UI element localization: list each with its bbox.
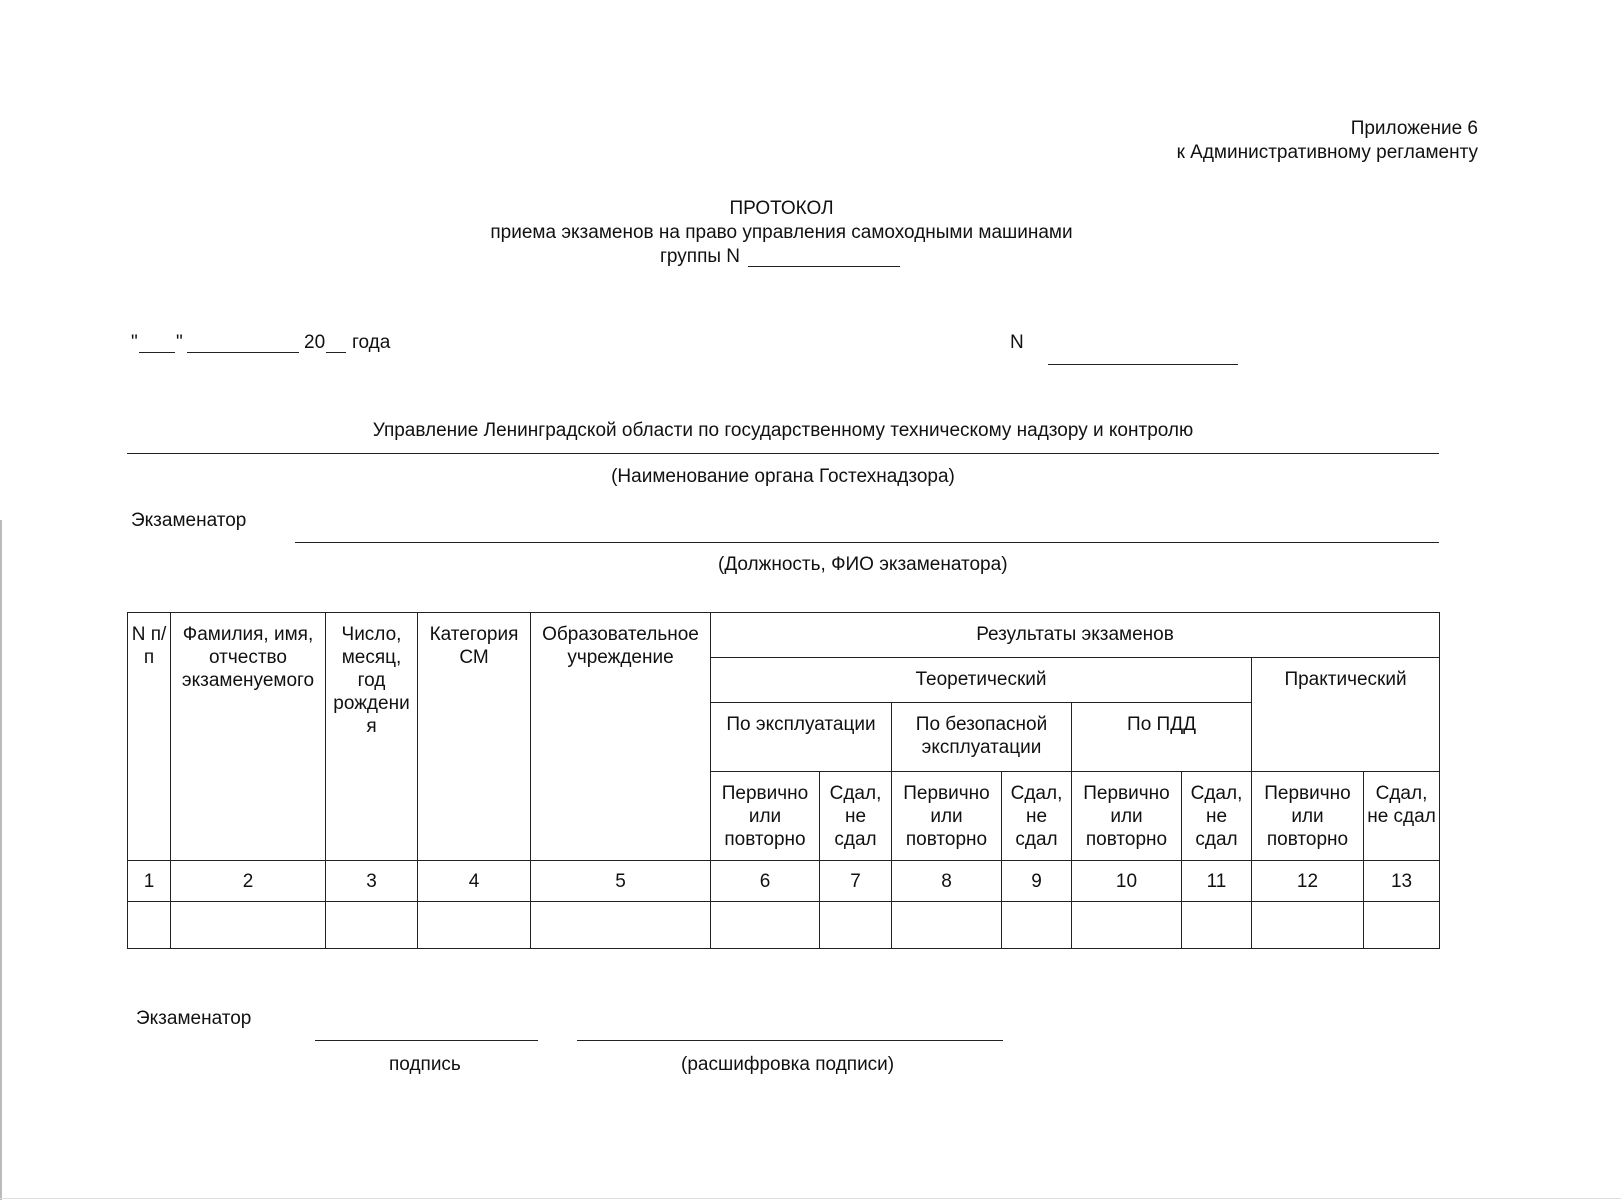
header-passed: Сдал, не сдал (1002, 772, 1072, 861)
protocol-number-line[interactable] (1048, 364, 1238, 365)
empty-cell[interactable] (531, 902, 711, 949)
header-passed: Сдал, не сдал (1182, 772, 1252, 861)
date-month-line[interactable] (187, 352, 299, 353)
header-results: Результаты экзаменов (711, 613, 1440, 658)
date-quote-open: " (131, 332, 138, 353)
column-number: 13 (1364, 861, 1440, 902)
empty-cell[interactable] (1002, 902, 1072, 949)
examiner-label: Экзаменатор (131, 510, 247, 531)
column-number: 5 (531, 861, 711, 902)
empty-cell[interactable] (1072, 902, 1182, 949)
scan-left-edge (0, 520, 2, 1200)
empty-cell[interactable] (892, 902, 1002, 949)
empty-cell[interactable] (171, 902, 326, 949)
header-np: N п/п (128, 613, 171, 861)
column-number: 6 (711, 861, 820, 902)
signature-decode-line[interactable] (577, 1040, 1003, 1041)
column-number: 8 (892, 861, 1002, 902)
signature-line[interactable] (315, 1040, 538, 1041)
header-passed: Сдал, не сдал (820, 772, 892, 861)
empty-cell[interactable] (711, 902, 820, 949)
table-row (128, 902, 1440, 949)
appendix-reference: к Административному регламенту (1176, 142, 1478, 163)
empty-cell[interactable] (128, 902, 171, 949)
header-practice: Практический (1252, 658, 1440, 772)
signature-decode-caption: (расшифровка подписи) (681, 1054, 895, 1075)
date-year-prefix: 20 (304, 332, 326, 353)
examiner-line[interactable] (295, 542, 1439, 543)
document-subtitle: приема экзаменов на право управления самоходными машинами (490, 222, 1073, 243)
column-number: 1 (128, 861, 171, 902)
date-day-line[interactable] (139, 352, 175, 353)
header-first-or-repeat: Первично или повторно (1072, 772, 1182, 861)
signature-examiner-label: Экзаменатор (136, 1008, 252, 1029)
column-number: 10 (1072, 861, 1182, 902)
header-birth-date: Число, месяц, год рождени я (326, 613, 418, 861)
header-passed: Сдал, не сдал (1364, 772, 1440, 861)
authority-line (127, 453, 1439, 454)
column-number: 11 (1182, 861, 1252, 902)
header-theory: Теоретический (711, 658, 1252, 703)
date-quote-close: " (176, 332, 183, 353)
appendix-number: Приложение 6 (1350, 118, 1478, 139)
empty-cell[interactable] (326, 902, 418, 949)
column-number: 9 (1002, 861, 1072, 902)
column-numbers-row (128, 861, 1440, 902)
column-number: 7 (820, 861, 892, 902)
date-year-suffix: года (352, 332, 391, 353)
column-number: 3 (326, 861, 418, 902)
header-theory-traffic-rules: По ПДД (1072, 703, 1252, 772)
empty-cell[interactable] (1364, 902, 1440, 949)
empty-cell[interactable] (820, 902, 892, 949)
signature-caption: подпись (389, 1054, 461, 1075)
authority-name: Управление Ленинградской области по государственному техническому надзору и контролю (372, 420, 1194, 441)
results-table (127, 612, 1440, 949)
protocol-number-label: N (1010, 332, 1024, 353)
column-number: 4 (418, 861, 531, 902)
group-number-line[interactable] (748, 266, 900, 267)
scan-bottom-edge (0, 1198, 1621, 1199)
column-number: 12 (1252, 861, 1364, 902)
header-category: Категория СМ (418, 613, 531, 861)
empty-cell[interactable] (1252, 902, 1364, 949)
column-number: 2 (171, 861, 326, 902)
examiner-caption: (Должность, ФИО экзаменатора) (718, 554, 1008, 575)
header-school: Образовательное учреждение (531, 613, 711, 861)
empty-cell[interactable] (418, 902, 531, 949)
header-theory-operation: По эксплуатации (711, 703, 892, 772)
header-first-or-repeat: Первично или повторно (711, 772, 820, 861)
document-title: ПРОТОКОЛ (729, 198, 834, 219)
header-full-name: Фамилия, имя, отчество экзаменуемого (171, 613, 326, 861)
header-first-or-repeat: Первично или повторно (1252, 772, 1364, 861)
group-label: группы N (660, 246, 741, 267)
authority-caption: (Наименование органа Гостехнадзора) (611, 466, 955, 487)
header-first-or-repeat: Первично или повторно (892, 772, 1002, 861)
empty-cell[interactable] (1182, 902, 1252, 949)
header-theory-safe-operation: По безопасной эксплуатации (892, 703, 1072, 772)
date-year-line[interactable] (326, 352, 346, 353)
